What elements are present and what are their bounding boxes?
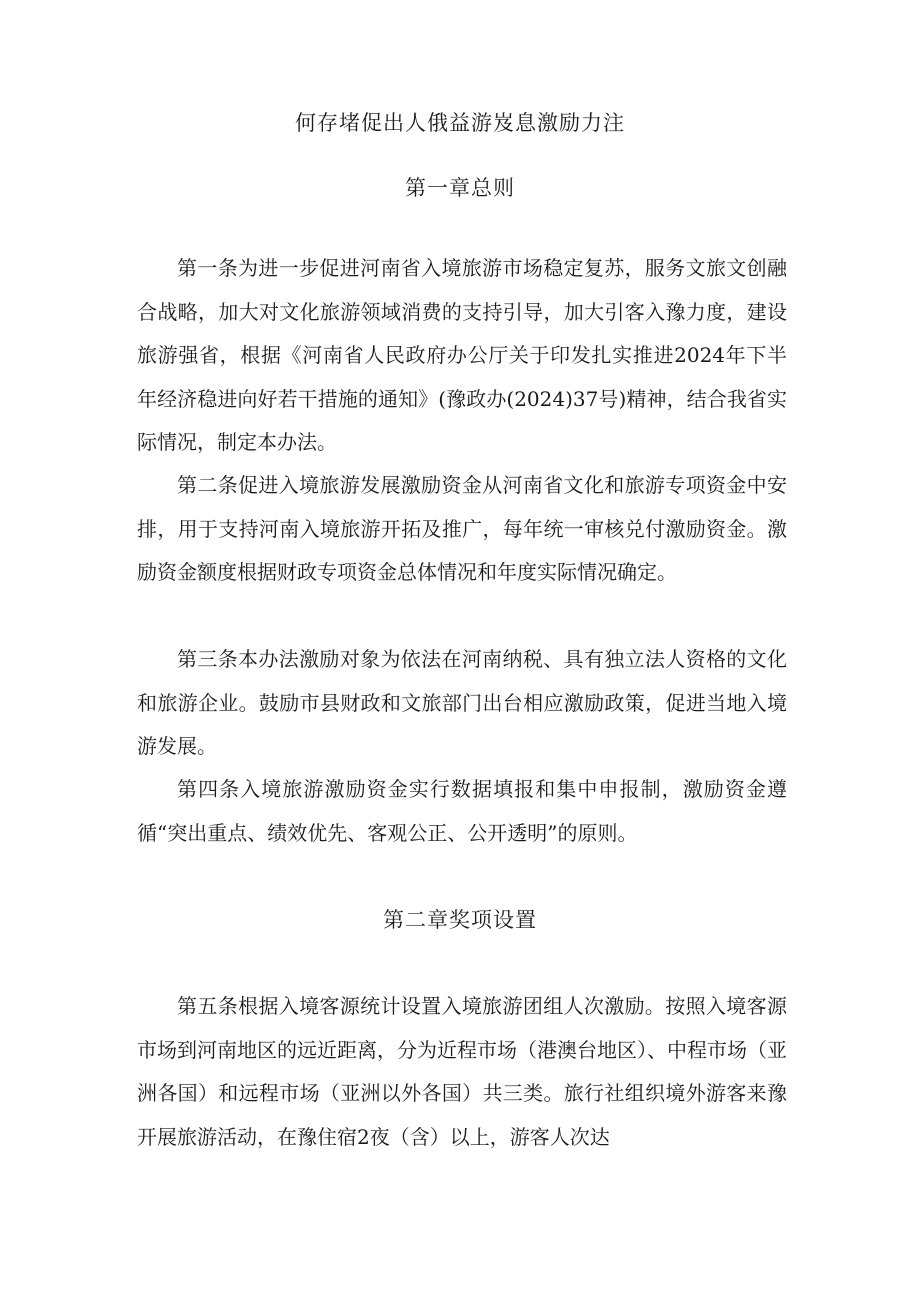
chapter-2-heading: 第二章奖项设置 [383, 908, 537, 932]
article-3: 第三条本办法激励对象为依法在河南纳税、具有独立法人资格的文化和旅游企业。鼓励市县财政和文旅部门出台相应激励政策，促进当地入境游发展。 [137, 647, 787, 758]
article-1: 第一条为进一步促进河南省入境旅游市场稳定复苏，服务文旅文创融合战略，加大对文化旅游领域消费的支持引导，加大引客入豫力度，建设旅游强省，根据《河南省人民政府办公厅关于印发扎实推进2024年下半年经济稳进向好若干措施的通知》(豫政办(2024)37号)精神，结合我省实际情况，制定本办法。 [137, 256, 787, 454]
chapter-1-heading: 第一章总则 [405, 176, 515, 200]
article-4: 第四条入境旅游激励资金实行数据填报和集中申报制，激励资金遵循“突出重点、绩效优先、客观公正、公开透明”的原则。 [137, 777, 787, 845]
article-2: 第二条促进入境旅游发展激励资金从河南省文化和旅游专项资金中安排，用于支持河南入境旅游开拓及推广，每年统一审核兑付激励资金。激励资金额度根据财政专项资金总体情况和年度实际情况确定。 [137, 473, 787, 584]
document-title: 何存堵促出人俄益游岌息激励力注 [295, 111, 625, 135]
article-5: 第五条根据入境客源统计设置入境旅游团组人次激励。按照入境客源市场到河南地区的远近距离，分为近程市场（港澳台地区）、中程市场（亚洲各国）和远程市场（亚洲以外各国）共三类。旅行社组织境外游客来豫开展旅游活动，在豫住宿2夜（含）以上，游客人次达 [137, 994, 787, 1149]
